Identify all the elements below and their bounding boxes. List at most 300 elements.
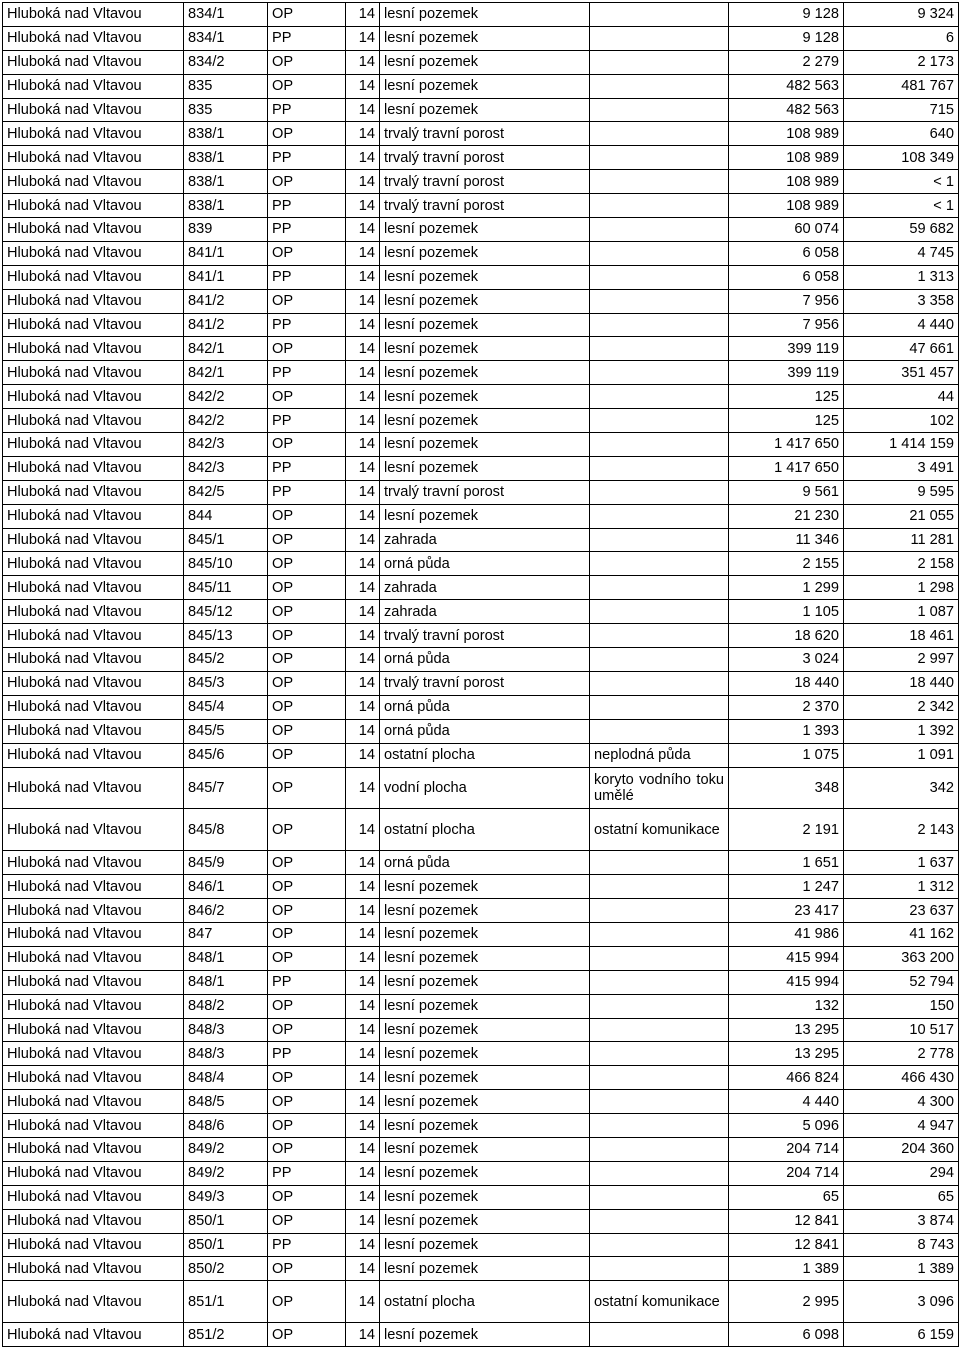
cell-land-type: trvalý travní porost xyxy=(380,671,590,695)
cell-affected-area: 102 xyxy=(844,409,959,433)
cell-affected-area: 2 778 xyxy=(844,1042,959,1066)
cell-ownership-type: PP xyxy=(268,194,346,218)
cell-code: 14 xyxy=(346,970,380,994)
cell-cadastral-area: Hluboká nad Vltavou xyxy=(3,480,184,504)
cell-land-use xyxy=(590,1018,729,1042)
cell-affected-area: 18 440 xyxy=(844,671,959,695)
cell-parcel-area: 482 563 xyxy=(729,74,844,98)
table-row xyxy=(3,743,959,767)
cell-land-use xyxy=(590,875,729,899)
cell-affected-area: 9 595 xyxy=(844,480,959,504)
land-use-text: koryto vodního toku umělé xyxy=(594,771,724,804)
cell-parcel-area: 2 995 xyxy=(729,1281,844,1323)
cell-parcel-area: 9 128 xyxy=(729,3,844,27)
cell-parcel-number: 842/1 xyxy=(184,361,268,385)
cell-code: 14 xyxy=(346,695,380,719)
cell-land-use xyxy=(590,26,729,50)
table-row xyxy=(3,1185,959,1209)
table-row xyxy=(3,1114,959,1138)
cell-parcel-area: 1 247 xyxy=(729,875,844,899)
cell-cadastral-area: Hluboká nad Vltavou xyxy=(3,624,184,648)
cell-parcel-number: 848/1 xyxy=(184,970,268,994)
cell-ownership-type: OP xyxy=(268,994,346,1018)
cell-affected-area: 1 312 xyxy=(844,875,959,899)
cell-affected-area: 481 767 xyxy=(844,74,959,98)
cell-cadastral-area: Hluboká nad Vltavou xyxy=(3,241,184,265)
cell-land-type: trvalý travní porost xyxy=(380,624,590,648)
cell-affected-area: 1 392 xyxy=(844,719,959,743)
cell-ownership-type: PP xyxy=(268,1042,346,1066)
table-row xyxy=(3,809,959,851)
cell-code: 14 xyxy=(346,146,380,170)
cell-cadastral-area: Hluboká nad Vltavou xyxy=(3,875,184,899)
cell-parcel-area: 1 417 650 xyxy=(729,456,844,480)
cell-code: 14 xyxy=(346,743,380,767)
cell-land-use xyxy=(590,98,729,122)
cell-ownership-type: PP xyxy=(268,146,346,170)
cell-ownership-type: OP xyxy=(268,600,346,624)
cell-land-use xyxy=(590,695,729,719)
cell-cadastral-area: Hluboká nad Vltavou xyxy=(3,1137,184,1161)
cell-parcel-number: 845/1 xyxy=(184,528,268,552)
table-row xyxy=(3,3,959,27)
cell-land-type: orná půda xyxy=(380,851,590,875)
cell-code: 14 xyxy=(346,3,380,27)
cell-land-type: lesní pozemek xyxy=(380,1323,590,1347)
cell-affected-area: 2 158 xyxy=(844,552,959,576)
cell-parcel-area: 3 024 xyxy=(729,648,844,672)
cell-parcel-number: 842/3 xyxy=(184,433,268,457)
cell-affected-area: 23 637 xyxy=(844,899,959,923)
cell-land-type: ostatní plocha xyxy=(380,743,590,767)
cell-parcel-number: 835 xyxy=(184,74,268,98)
cell-parcel-area: 1 075 xyxy=(729,743,844,767)
cell-land-use xyxy=(590,946,729,970)
cell-code: 14 xyxy=(346,671,380,695)
cell-parcel-area: 7 956 xyxy=(729,289,844,313)
cell-land-type: lesní pozemek xyxy=(380,337,590,361)
cell-affected-area: 21 055 xyxy=(844,504,959,528)
cell-parcel-number: 844 xyxy=(184,504,268,528)
table-row xyxy=(3,767,959,809)
cell-cadastral-area: Hluboká nad Vltavou xyxy=(3,1018,184,1042)
land-use-text: ostatní komunikace xyxy=(594,821,720,838)
cell-code: 14 xyxy=(346,922,380,946)
cell-code: 14 xyxy=(346,1137,380,1161)
cell-code: 14 xyxy=(346,241,380,265)
cell-code: 14 xyxy=(346,122,380,146)
cell-parcel-number: 842/2 xyxy=(184,409,268,433)
cell-parcel-area: 13 295 xyxy=(729,1042,844,1066)
cell-cadastral-area: Hluboká nad Vltavou xyxy=(3,1257,184,1281)
cell-parcel-area: 12 841 xyxy=(729,1233,844,1257)
cell-affected-area: 1 087 xyxy=(844,600,959,624)
cell-land-use xyxy=(590,1114,729,1138)
cell-parcel-area: 6 058 xyxy=(729,265,844,289)
cell-ownership-type: OP xyxy=(268,695,346,719)
cell-land-type: trvalý travní porost xyxy=(380,146,590,170)
cell-land-use xyxy=(590,480,729,504)
cell-affected-area: 363 200 xyxy=(844,946,959,970)
cell-land-type: lesní pozemek xyxy=(380,1257,590,1281)
cell-land-use xyxy=(590,576,729,600)
cell-ownership-type: OP xyxy=(268,433,346,457)
cell-parcel-area: 41 986 xyxy=(729,922,844,946)
cell-ownership-type: PP xyxy=(268,313,346,337)
cell-parcel-number: 850/2 xyxy=(184,1257,268,1281)
cell-cadastral-area: Hluboká nad Vltavou xyxy=(3,576,184,600)
cell-parcel-area: 11 346 xyxy=(729,528,844,552)
cell-cadastral-area: Hluboká nad Vltavou xyxy=(3,552,184,576)
cell-affected-area: 65 xyxy=(844,1185,959,1209)
cell-parcel-area: 399 119 xyxy=(729,361,844,385)
cell-code: 14 xyxy=(346,1018,380,1042)
cell-parcel-number: 846/2 xyxy=(184,899,268,923)
cell-land-type: trvalý travní porost xyxy=(380,480,590,504)
cell-affected-area: 4 300 xyxy=(844,1090,959,1114)
cell-parcel-area: 466 824 xyxy=(729,1066,844,1090)
cell-land-type: lesní pozemek xyxy=(380,265,590,289)
cell-ownership-type: OP xyxy=(268,1137,346,1161)
table-row xyxy=(3,1042,959,1066)
cell-land-type: lesní pozemek xyxy=(380,433,590,457)
cell-code: 14 xyxy=(346,1161,380,1185)
cell-ownership-type: PP xyxy=(268,480,346,504)
cell-land-use xyxy=(590,456,729,480)
cell-cadastral-area: Hluboká nad Vltavou xyxy=(3,851,184,875)
table-row xyxy=(3,265,959,289)
cell-land-use xyxy=(590,337,729,361)
cell-cadastral-area: Hluboká nad Vltavou xyxy=(3,1066,184,1090)
cell-land-type: orná půda xyxy=(380,552,590,576)
cell-parcel-number: 845/5 xyxy=(184,719,268,743)
cell-parcel-area: 6 058 xyxy=(729,241,844,265)
cell-land-type: zahrada xyxy=(380,528,590,552)
cell-land-type: lesní pozemek xyxy=(380,385,590,409)
cell-code: 14 xyxy=(346,994,380,1018)
cell-parcel-number: 845/3 xyxy=(184,671,268,695)
cell-affected-area: 2 173 xyxy=(844,50,959,74)
cell-ownership-type: OP xyxy=(268,899,346,923)
table-row xyxy=(3,899,959,923)
cell-land-type: lesní pozemek xyxy=(380,26,590,50)
cell-land-use xyxy=(590,809,729,851)
cell-parcel-area: 482 563 xyxy=(729,98,844,122)
cell-parcel-number: 842/3 xyxy=(184,456,268,480)
cell-parcel-area: 1 393 xyxy=(729,719,844,743)
cell-affected-area: 1 091 xyxy=(844,743,959,767)
cell-parcel-area: 399 119 xyxy=(729,337,844,361)
cell-land-type: lesní pozemek xyxy=(380,1066,590,1090)
cell-cadastral-area: Hluboká nad Vltavou xyxy=(3,743,184,767)
cell-ownership-type: OP xyxy=(268,767,346,809)
cell-land-use xyxy=(590,1161,729,1185)
cell-parcel-area: 125 xyxy=(729,385,844,409)
cell-land-type: vodní plocha xyxy=(380,767,590,809)
cell-parcel-area: 348 xyxy=(729,767,844,809)
table-row xyxy=(3,337,959,361)
cell-cadastral-area: Hluboká nad Vltavou xyxy=(3,3,184,27)
cell-parcel-number: 839 xyxy=(184,218,268,242)
cell-land-use xyxy=(590,74,729,98)
cell-land-type: lesní pozemek xyxy=(380,994,590,1018)
cell-code: 14 xyxy=(346,767,380,809)
cell-code: 14 xyxy=(346,624,380,648)
cell-land-type: orná půda xyxy=(380,648,590,672)
cell-code: 14 xyxy=(346,1185,380,1209)
cell-parcel-area: 415 994 xyxy=(729,970,844,994)
table-row xyxy=(3,480,959,504)
cell-parcel-number: 851/2 xyxy=(184,1323,268,1347)
cell-parcel-area: 65 xyxy=(729,1185,844,1209)
cell-land-use xyxy=(590,289,729,313)
cell-ownership-type: OP xyxy=(268,1185,346,1209)
cell-parcel-number: 845/7 xyxy=(184,767,268,809)
cell-code: 14 xyxy=(346,1042,380,1066)
cell-parcel-area: 108 989 xyxy=(729,122,844,146)
cell-parcel-area: 1 389 xyxy=(729,1257,844,1281)
cell-code: 14 xyxy=(346,409,380,433)
table-row xyxy=(3,1066,959,1090)
cell-ownership-type: OP xyxy=(268,1209,346,1233)
cell-ownership-type: PP xyxy=(268,1161,346,1185)
cell-ownership-type: PP xyxy=(268,98,346,122)
cell-parcel-number: 845/4 xyxy=(184,695,268,719)
cell-affected-area: 52 794 xyxy=(844,970,959,994)
cell-parcel-number: 834/1 xyxy=(184,26,268,50)
cell-ownership-type: OP xyxy=(268,504,346,528)
cell-parcel-number: 846/1 xyxy=(184,875,268,899)
table-row xyxy=(3,194,959,218)
cell-affected-area: 59 682 xyxy=(844,218,959,242)
cell-affected-area: 640 xyxy=(844,122,959,146)
cell-ownership-type: PP xyxy=(268,970,346,994)
cell-code: 14 xyxy=(346,194,380,218)
cell-ownership-type: OP xyxy=(268,170,346,194)
cell-land-use xyxy=(590,361,729,385)
cell-parcel-area: 13 295 xyxy=(729,1018,844,1042)
land-use-text: neplodná půda xyxy=(594,747,691,764)
table-row xyxy=(3,504,959,528)
cell-cadastral-area: Hluboká nad Vltavou xyxy=(3,1185,184,1209)
cell-land-type: lesní pozemek xyxy=(380,409,590,433)
cell-parcel-number: 845/2 xyxy=(184,648,268,672)
cell-affected-area: 351 457 xyxy=(844,361,959,385)
table-row xyxy=(3,1209,959,1233)
cell-parcel-number: 845/10 xyxy=(184,552,268,576)
table-row xyxy=(3,122,959,146)
table-row xyxy=(3,648,959,672)
cell-land-use xyxy=(590,994,729,1018)
cell-ownership-type: OP xyxy=(268,74,346,98)
table-row xyxy=(3,875,959,899)
cell-code: 14 xyxy=(346,1257,380,1281)
cell-parcel-number: 845/13 xyxy=(184,624,268,648)
cell-land-type: lesní pozemek xyxy=(380,504,590,528)
cell-ownership-type: OP xyxy=(268,875,346,899)
cell-ownership-type: OP xyxy=(268,809,346,851)
cell-parcel-area: 108 989 xyxy=(729,194,844,218)
cell-land-use xyxy=(590,265,729,289)
cell-code: 14 xyxy=(346,361,380,385)
cell-affected-area: 8 743 xyxy=(844,1233,959,1257)
cell-cadastral-area: Hluboká nad Vltavou xyxy=(3,1209,184,1233)
table-row xyxy=(3,994,959,1018)
cell-cadastral-area: Hluboká nad Vltavou xyxy=(3,433,184,457)
cell-code: 14 xyxy=(346,289,380,313)
cell-land-use xyxy=(590,1257,729,1281)
cell-land-use xyxy=(590,970,729,994)
table-row xyxy=(3,552,959,576)
cell-affected-area: 466 430 xyxy=(844,1066,959,1090)
cell-code: 14 xyxy=(346,456,380,480)
parcel-table xyxy=(2,2,959,1347)
cell-parcel-number: 848/3 xyxy=(184,1042,268,1066)
cell-affected-area: 2 997 xyxy=(844,648,959,672)
cell-parcel-area: 2 191 xyxy=(729,809,844,851)
cell-land-use xyxy=(590,552,729,576)
cell-land-use xyxy=(590,1209,729,1233)
cell-code: 14 xyxy=(346,1209,380,1233)
cell-ownership-type: OP xyxy=(268,337,346,361)
cell-ownership-type: OP xyxy=(268,289,346,313)
cell-land-use xyxy=(590,313,729,337)
cell-ownership-type: OP xyxy=(268,1281,346,1323)
cell-parcel-number: 848/1 xyxy=(184,946,268,970)
table-row xyxy=(3,74,959,98)
cell-land-use xyxy=(590,504,729,528)
table-row xyxy=(3,1161,959,1185)
cell-parcel-number: 841/2 xyxy=(184,289,268,313)
cell-land-use xyxy=(590,1323,729,1347)
cell-land-type: orná půda xyxy=(380,695,590,719)
cell-cadastral-area: Hluboká nad Vltavou xyxy=(3,994,184,1018)
cell-land-use xyxy=(590,122,729,146)
cell-cadastral-area: Hluboká nad Vltavou xyxy=(3,671,184,695)
cell-code: 14 xyxy=(346,875,380,899)
cell-parcel-area: 6 098 xyxy=(729,1323,844,1347)
cell-parcel-area: 1 417 650 xyxy=(729,433,844,457)
cell-ownership-type: OP xyxy=(268,851,346,875)
cell-parcel-number: 838/1 xyxy=(184,170,268,194)
cell-cadastral-area: Hluboká nad Vltavou xyxy=(3,218,184,242)
cell-land-type: lesní pozemek xyxy=(380,3,590,27)
table-row xyxy=(3,970,959,994)
cell-affected-area: 41 162 xyxy=(844,922,959,946)
cell-land-type: orná půda xyxy=(380,719,590,743)
cell-cadastral-area: Hluboká nad Vltavou xyxy=(3,1233,184,1257)
cell-code: 14 xyxy=(346,433,380,457)
cell-cadastral-area: Hluboká nad Vltavou xyxy=(3,122,184,146)
cell-code: 14 xyxy=(346,50,380,74)
cell-ownership-type: PP xyxy=(268,456,346,480)
cell-parcel-number: 848/5 xyxy=(184,1090,268,1114)
cell-cadastral-area: Hluboká nad Vltavou xyxy=(3,719,184,743)
cell-ownership-type: OP xyxy=(268,719,346,743)
cell-parcel-number: 847 xyxy=(184,922,268,946)
table-row xyxy=(3,98,959,122)
cell-ownership-type: OP xyxy=(268,624,346,648)
cell-land-type: lesní pozemek xyxy=(380,313,590,337)
table-row xyxy=(3,26,959,50)
cell-parcel-area: 108 989 xyxy=(729,146,844,170)
cell-code: 14 xyxy=(346,528,380,552)
cell-parcel-number: 850/1 xyxy=(184,1209,268,1233)
cell-code: 14 xyxy=(346,26,380,50)
table-row xyxy=(3,385,959,409)
cell-code: 14 xyxy=(346,218,380,242)
cell-parcel-number: 838/1 xyxy=(184,146,268,170)
cell-land-use xyxy=(590,218,729,242)
cell-affected-area: 3 491 xyxy=(844,456,959,480)
table-row xyxy=(3,289,959,313)
cell-cadastral-area: Hluboká nad Vltavou xyxy=(3,409,184,433)
cell-ownership-type: OP xyxy=(268,1066,346,1090)
cell-parcel-number: 845/9 xyxy=(184,851,268,875)
cell-parcel-number: 848/2 xyxy=(184,994,268,1018)
cell-affected-area: 4 440 xyxy=(844,313,959,337)
cell-land-type: trvalý travní porost xyxy=(380,194,590,218)
cell-land-use xyxy=(590,146,729,170)
cell-ownership-type: PP xyxy=(268,361,346,385)
cell-land-type: lesní pozemek xyxy=(380,1137,590,1161)
table-row xyxy=(3,409,959,433)
cell-affected-area: 2 342 xyxy=(844,695,959,719)
cell-cadastral-area: Hluboká nad Vltavou xyxy=(3,265,184,289)
cell-affected-area: 1 298 xyxy=(844,576,959,600)
cell-cadastral-area: Hluboká nad Vltavou xyxy=(3,50,184,74)
cell-parcel-area: 204 714 xyxy=(729,1137,844,1161)
cell-code: 14 xyxy=(346,504,380,528)
cell-parcel-number: 848/4 xyxy=(184,1066,268,1090)
cell-affected-area: 1 313 xyxy=(844,265,959,289)
cell-code: 14 xyxy=(346,1066,380,1090)
cell-ownership-type: PP xyxy=(268,409,346,433)
cell-parcel-number: 842/2 xyxy=(184,385,268,409)
cell-land-use xyxy=(590,743,729,767)
table-row xyxy=(3,576,959,600)
table-row xyxy=(3,851,959,875)
table-row xyxy=(3,1137,959,1161)
table-row xyxy=(3,218,959,242)
cell-land-type: ostatní plocha xyxy=(380,1281,590,1323)
cell-code: 14 xyxy=(346,600,380,624)
table-row xyxy=(3,241,959,265)
cell-land-use xyxy=(590,50,729,74)
cell-parcel-number: 838/1 xyxy=(184,194,268,218)
cell-land-use xyxy=(590,1281,729,1323)
cell-cadastral-area: Hluboká nad Vltavou xyxy=(3,946,184,970)
cell-cadastral-area: Hluboká nad Vltavou xyxy=(3,1323,184,1347)
cell-parcel-number: 834/2 xyxy=(184,50,268,74)
cell-cadastral-area: Hluboká nad Vltavou xyxy=(3,289,184,313)
cell-code: 14 xyxy=(346,1281,380,1323)
cell-parcel-area: 12 841 xyxy=(729,1209,844,1233)
cell-cadastral-area: Hluboká nad Vltavou xyxy=(3,385,184,409)
cell-land-use xyxy=(590,409,729,433)
cell-cadastral-area: Hluboká nad Vltavou xyxy=(3,26,184,50)
cell-affected-area: 108 349 xyxy=(844,146,959,170)
cell-land-type: lesní pozemek xyxy=(380,899,590,923)
cell-code: 14 xyxy=(346,265,380,289)
cell-code: 14 xyxy=(346,337,380,361)
cell-affected-area: 10 517 xyxy=(844,1018,959,1042)
cell-parcel-area: 21 230 xyxy=(729,504,844,528)
cell-land-type: lesní pozemek xyxy=(380,1185,590,1209)
cell-ownership-type: OP xyxy=(268,385,346,409)
cell-land-use xyxy=(590,719,729,743)
cell-affected-area: 47 661 xyxy=(844,337,959,361)
